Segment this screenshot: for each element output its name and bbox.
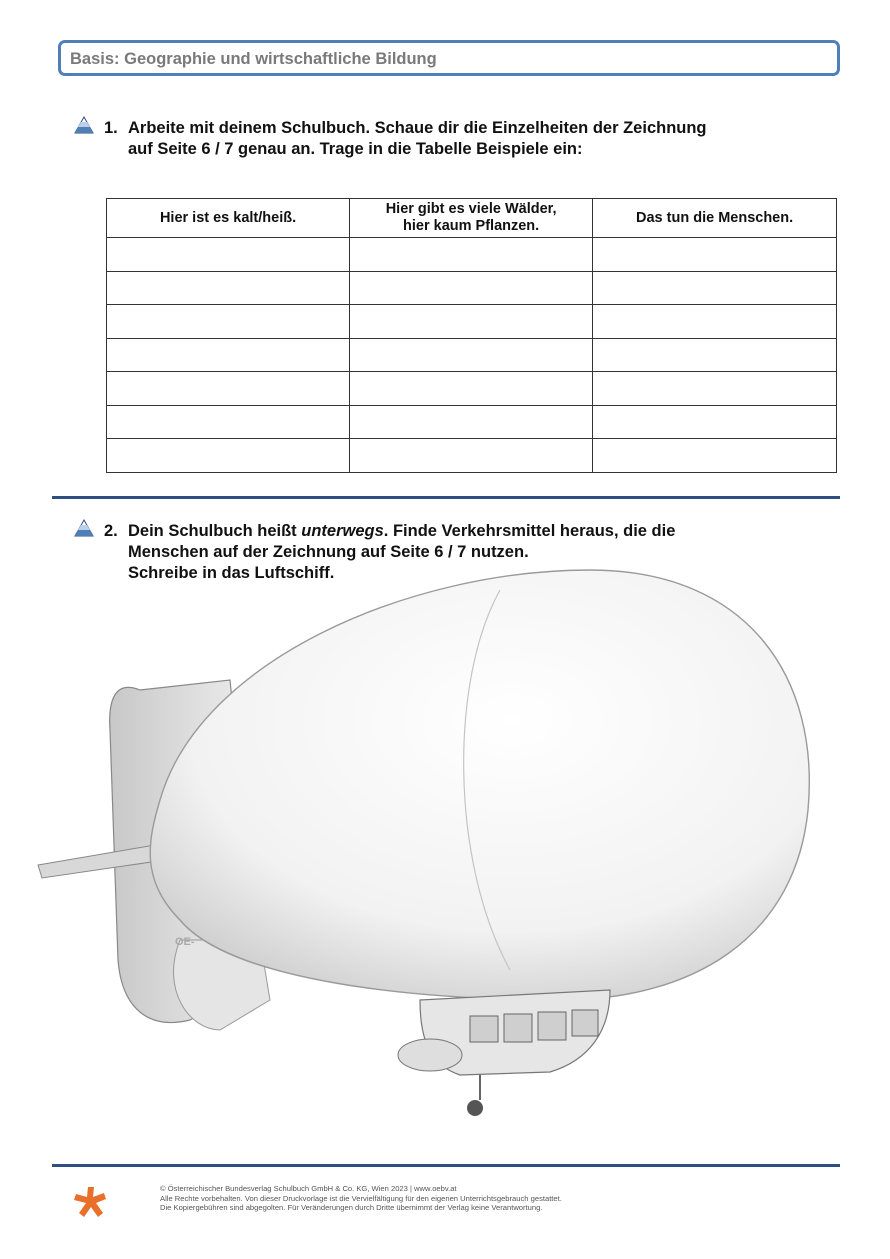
level-triangle-icon: [74, 519, 94, 537]
answer-cell[interactable]: [107, 405, 350, 439]
answer-cell[interactable]: [350, 238, 593, 272]
answer-cell[interactable]: [350, 405, 593, 439]
publisher-logo-icon: [70, 1185, 110, 1221]
answer-cell[interactable]: [593, 439, 837, 473]
airship-drawing[interactable]: [30, 560, 820, 1130]
answer-cell[interactable]: [107, 238, 350, 272]
engine-pod: [398, 1039, 462, 1071]
task2-line3: Schreibe in das Luftschiff.: [128, 564, 335, 582]
table-row: [107, 439, 837, 473]
answer-cell[interactable]: [593, 238, 837, 272]
table-row: [107, 405, 837, 439]
table-row: [107, 338, 837, 372]
task1-line1: Arbeite mit deinem Schulbuch. Schaue dir die Einzelheiten der Zeichnung: [128, 119, 707, 137]
answer-table: [106, 198, 837, 473]
gondola-window: [538, 1012, 566, 1040]
task1-number: 1.: [104, 119, 118, 137]
header-title: Basis: Geographie und wirtschaftliche Bildung: [70, 50, 437, 68]
footer-line2: Alle Rechte vorbehalten. Von dieser Druckvorlage ist die Vervielfältigung für den eigenen Unterrichtsgebrauch gestattet.: [160, 1193, 562, 1203]
footer-line1: © Österreichischer Bundesverlag Schulbuch GmbH & Co. KG, Wien 2023 | www.oebv.at: [160, 1184, 457, 1193]
task2-line1-a: Dein Schulbuch heißt: [128, 522, 302, 540]
task2-number: 2.: [104, 522, 118, 540]
answer-cell[interactable]: [350, 439, 593, 473]
table-row: [107, 305, 837, 339]
answer-cell[interactable]: [107, 305, 350, 339]
gondola-window: [572, 1010, 598, 1036]
answer-cell[interactable]: [593, 271, 837, 305]
answer-cell[interactable]: [350, 305, 593, 339]
registration-text: OE-: [175, 936, 195, 948]
table-row: [107, 372, 837, 406]
landing-wheel: [467, 1100, 483, 1116]
gondola-window: [504, 1014, 532, 1042]
task1-line2: auf Seite 6 / 7 genau an. Trage in die Tabelle Beispiele ein:: [128, 140, 583, 158]
column-header-people: Das tun die Menschen.: [593, 199, 837, 238]
footer-line3: Die Kopiergebühren sind abgegolten. Für Veränderungen durch Dritte übernimmt der Verlag keine Verantwortung.: [160, 1203, 543, 1212]
task1-instruction: [104, 118, 707, 160]
column-header-vegetation: [350, 199, 593, 238]
task2-line2: Menschen auf der Zeichnung auf Seite 6 / 7 nutzen.: [128, 543, 529, 561]
book-title: unterwegs: [301, 522, 384, 540]
answer-cell[interactable]: [350, 338, 593, 372]
answer-cell[interactable]: [107, 372, 350, 406]
answer-cell[interactable]: [350, 271, 593, 305]
column-header-vegetation-line2: hier kaum Pflanzen.: [403, 218, 540, 234]
answer-cell[interactable]: [107, 271, 350, 305]
answer-cell[interactable]: [107, 439, 350, 473]
table-row: [107, 271, 837, 305]
header-box: [58, 40, 840, 76]
footer-divider: [52, 1164, 840, 1167]
level-triangle-icon: [74, 116, 94, 134]
gondola-window: [470, 1016, 498, 1042]
answer-cell[interactable]: [107, 338, 350, 372]
footer-copyright: [160, 1184, 562, 1213]
section-divider: [52, 496, 840, 499]
answer-cell[interactable]: [593, 372, 837, 406]
table-row: [107, 238, 837, 272]
column-header-vegetation-line1: Hier gibt es viele Wälder,: [385, 201, 557, 217]
task2-line1-b: . Finde Verkehrsmittel heraus, die die: [383, 522, 676, 540]
answer-cell[interactable]: [350, 372, 593, 406]
answer-cell[interactable]: [593, 305, 837, 339]
column-header-climate: Hier ist es kalt/heiß.: [107, 199, 350, 238]
answer-cell[interactable]: [593, 405, 837, 439]
answer-cell[interactable]: [593, 338, 837, 372]
envelope: [150, 570, 809, 1000]
